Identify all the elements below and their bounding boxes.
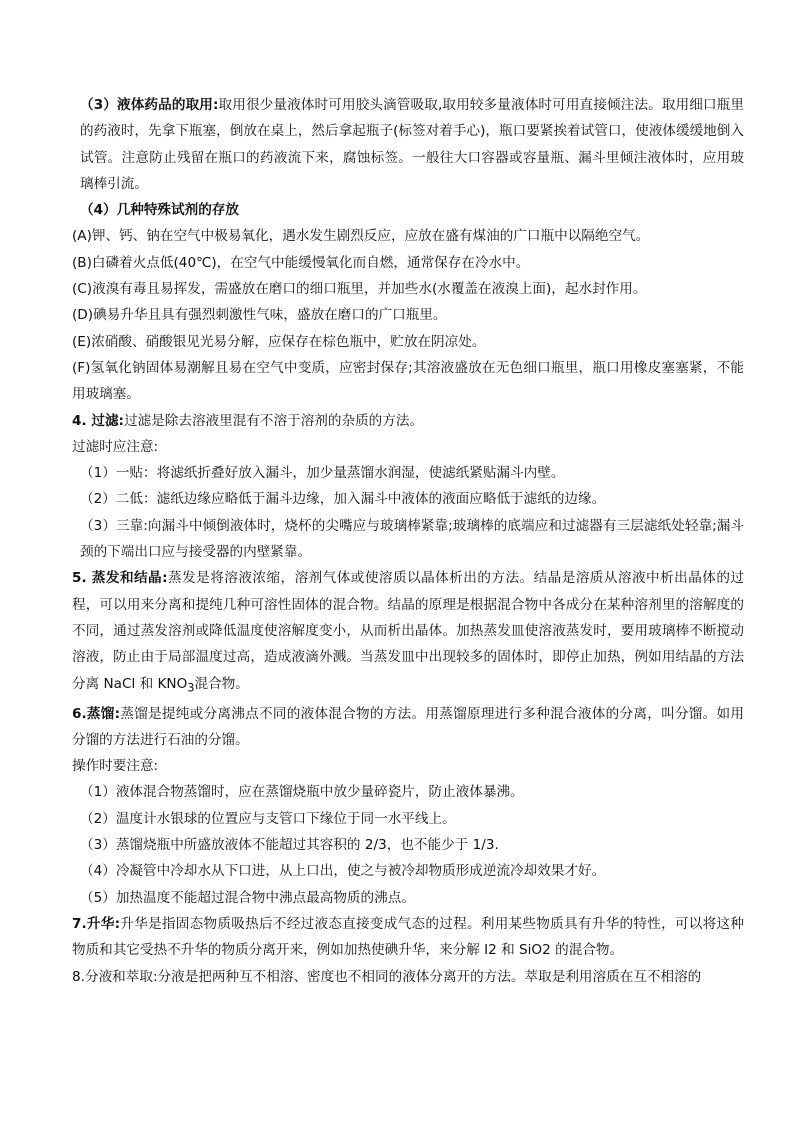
extraction-heading: 8.分液和萃取:	[72, 968, 158, 985]
evaporation-body-end: 混合物。	[194, 675, 249, 692]
extraction-body: 分液是把两种互不相溶、密度也不相同的液体分离开的方法。萃取是利用溶质在互不相溶的	[157, 968, 702, 985]
storage-item-f: (F)氢氧化钠固体易潮解且易在空气中变质，应密封保存;其溶液盛放在无色细口瓶里，瓶口用橡皮塞塞紧，不能用玻璃塞。	[72, 359, 744, 403]
sublimation-body: 升华是指固态物质吸热后不经过液态直接变成气态的过程。利用某些物质具有升华的特性，可以将这种物质和其它受热不升华的物质分离开来，例如加热使碘升华，来分解 I2 和 SiO2 的混合物。	[72, 915, 744, 959]
section-3-liquid-reagents	[72, 92, 744, 197]
filtration-note: 过滤时应注意:	[72, 438, 159, 455]
distillation-paragraph	[72, 701, 744, 754]
extraction-paragraph	[72, 964, 744, 990]
evaporation-paragraph	[72, 565, 744, 700]
distillation-body: 蒸馏是提纯或分离沸点不同的液体混合物的方法。用蒸馏原理进行多种混合液体的分离，叫分馏。如用分馏的方法进行石油的分馏。	[72, 705, 744, 748]
distillation-item-5: （5）加热温度不能超过混合物中沸点最高物质的沸点。	[80, 889, 415, 906]
filtration-item-1: （1）一贴：将滤纸折叠好放入漏斗，加少量蒸馏水润湿，使滤纸紧贴漏斗内壁。	[80, 465, 565, 482]
sublimation-paragraph	[72, 911, 744, 964]
sublimation-heading: 7.升华:	[72, 915, 121, 932]
evaporation-body: 蒸发是将溶液浓缩，溶剂气体或使溶质以晶体析出的方法。结晶是溶质从溶液中析出晶体的过程，可以用来分离和提纯几种可溶性固体的混合物。结晶的原理是根据混合物中各成分在某种溶剂里的溶解度的不同，通过蒸发溶剂或降低温度使溶解度变小，从而析出晶体。加热蒸发皿使溶液蒸发时，要用玻璃棒不断搅动溶液，防止由于局部温度过高，造成液滴外溅。当蒸发皿中出现较多的固体时，即停止加热，例如用结晶的方法分离 NaCl 和 KNO	[72, 570, 744, 692]
storage-item-c: (C)液溴有毒且易挥发，需盛放在磨口的细口瓶里，并加些水(水覆盖在液溴上面)，起水封作用。	[72, 281, 647, 298]
evaporation-heading: 5. 蒸发和结晶:	[72, 570, 168, 587]
storage-item-d: (D)碘易升华且具有强烈刺激性气味，盛放在磨口的广口瓶里。	[72, 307, 447, 324]
distillation-item-1: （1）液体混合物蒸馏时，应在蒸馏烧瓶中放少量碎瓷片，防止液体暴沸。	[80, 784, 524, 801]
filtration-item-2: （2）二低：滤纸边缘应略低于漏斗边缘，加入漏斗中液体的液面应略低于滤纸的边缘。	[80, 491, 606, 508]
filtration-paragraph	[72, 408, 744, 434]
subscript-3: 3	[187, 680, 195, 695]
section-3-heading: （3）液体药品的取用:	[80, 97, 219, 113]
filtration-item-3: （3）三靠:向漏斗中倾倒液体时，烧杯的尖嘴应与玻璃棒紧靠;玻璃棒的底端应和过滤器有三层滤纸处轻靠;漏斗颈的下端出口应与接受器的内壁紧靠。	[80, 517, 744, 561]
distillation-heading: 6.蒸馏:	[72, 705, 121, 722]
section-3-body: 取用很少量液体时可用胶头滴管吸取,取用较多量液体时可用直接倾注法。取用细口瓶里的药液时，先拿下瓶塞，倒放在桌上，然后拿起瓶子(标签对着手心)，瓶口要紧挨着试管口，使液体缓缓地倒入试管。注意防止残留在瓶口的药液流下来，腐蚀标签。一般往大口容器或容量瓶、漏斗里倾注液体时，应用玻璃棒引流。	[80, 97, 744, 192]
storage-item-b: (B)白磷着火点低(40℃)，在空气中能缓慢氧化而自燃，通常保存在冷水中。	[72, 254, 530, 271]
distillation-item-4: （4）冷凝管中冷却水从下口进，从上口出，使之与被冷却物质形成逆流冷却效果才好。	[80, 863, 606, 880]
section-4-heading: （4）几种特殊试剂的存放	[80, 202, 239, 219]
distillation-item-2: （2）温度计水银球的位置应与支管口下缘位于同一水平线上。	[80, 810, 456, 827]
storage-item-a: (A)钾、钙、钠在空气中极易氧化，遇水发生剧烈反应，应放在盛有煤油的广口瓶中以隔绝空气。	[72, 228, 650, 245]
storage-item-e: (E)浓硝酸、硝酸银见光易分解，应保存在棕色瓶中，贮放在阴凉处。	[72, 333, 486, 350]
filtration-heading: 4. 过滤:	[72, 412, 124, 429]
distillation-note: 操作时要注意:	[72, 758, 159, 775]
distillation-item-3: （3）蒸馏烧瓶中所盛放液体不能超过其容积的 2/3，也不能少于 1/3.	[80, 837, 499, 854]
filtration-body: 过滤是除去溶液里混有不溶于溶剂的杂质的方法。	[123, 412, 424, 429]
